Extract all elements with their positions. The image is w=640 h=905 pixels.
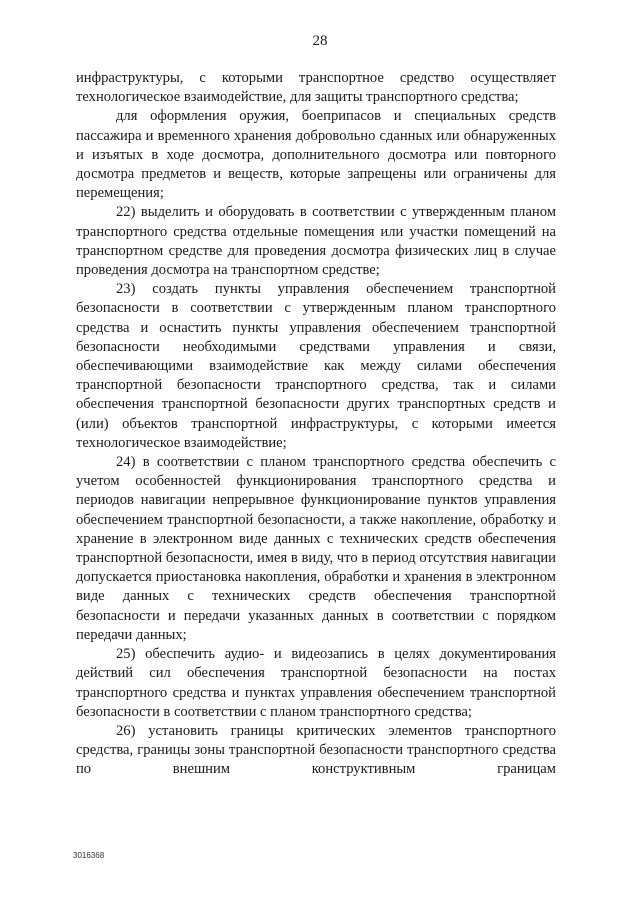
paragraph-item-23: 23) создать пункты управления обеспечением транспортной безопасности в соответствии с утвержденным планом транспортного средства и оснастить пункты управления обеспечением транспортной безопасности необходимыми средствами управления и связи, обеспечивающими взаимодействие как между силами обеспечения транспортной безопасности транспортного средства, так и силами обеспечения транспортной безопасности других транспортных средств и (или) объектов транспортной инфраструктуры, с которыми имеется технологическое взаимодействие; <box>76 281 556 451</box>
paragraph-item-26: 26) установить границы критических элементов транспортного средства, границы зоны транспортной безопасности транспортного средства по внешним конструктивным границам <box>76 722 556 778</box>
document-body <box>76 69 556 780</box>
paragraph-item-22: 22) выделить и оборудовать в соответствии с утвержденным планом транспортного средства отдельные помещения или участки помещений на транспортном средстве для проведения досмотра физических лиц в случае проведения досмотра на транспортном средстве; <box>76 204 556 279</box>
paragraph-item-24: 24) в соответствии с планом транспортного средства обеспечить с учетом особенностей функционирования транспортного средства и периодов навигации непрерывное функционирование пунктов управления обеспечением транспортной безопасности, а также накопление, обработку и хранение в электронном виде данных с технических средств обеспечения транспортной безопасности, имея в виду, что в период отсутствия навигации допускается приостановка накопления, обработки и хранения в электронном виде данных с технических средств обеспечения транспортной безопасности и передачи указанных данных в соответствии с порядком передачи данных; <box>76 454 556 643</box>
paragraph-item-25: 25) обеспечить аудио- и видеозапись в целях документирования действий сил обеспечения транспортной безопасности на постах транспортного средства и пунктах управления обеспечением транспортной безопасности в соответствии с планом транспортного средства; <box>76 646 556 720</box>
page-number: 28 <box>312 33 328 49</box>
paragraph-weapons-registration: для оформления оружия, боеприпасов и специальных средств пассажира и временного хранения добровольно сданных или обнаруженных и изъятых в ходе досмотра, дополнительного досмотра или повторного досмотра предметов и веществ, которые запрещены или ограничены для перемещения; <box>76 108 556 202</box>
document-code: 3016368 <box>73 851 105 860</box>
paragraph-infrastructure-continuation: инфраструктуры, с которыми транспортное средство осуществляет технологическое взаимодействие, для защиты транспортного средства; <box>76 70 556 106</box>
